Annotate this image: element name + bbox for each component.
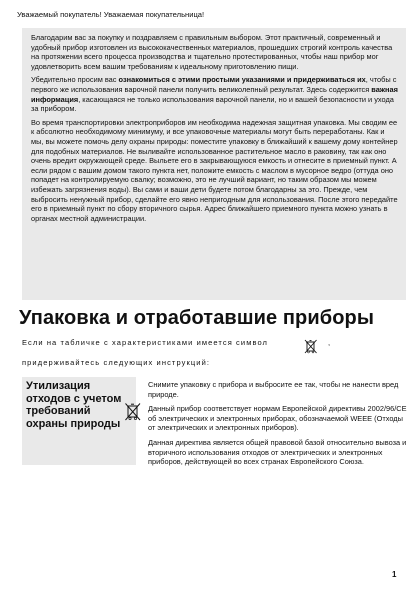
weee-note-comma: , — [328, 338, 332, 347]
page-number: 1 — [392, 570, 397, 579]
instructions-text-a: Убедительно просим вас — [31, 75, 119, 85]
weee-note-line2: придерживайтесь следующих инструкций: — [22, 358, 211, 367]
instructions-text-e: , касающаяся не только использования варочной панели, но и вашей безопасности и ухода за прибором. — [31, 94, 394, 114]
disposal-paragraph-packaging: Снимите упаковку с прибора и выбросите ее так, чтобы не нанести вред природе. — [148, 380, 399, 399]
instructions-emphasis-read: ознакомиться с этими простыми указаниями и придерживаться их — [118, 75, 366, 85]
disposal-instructions — [148, 380, 408, 472]
instructions-text-c: , чтобы с первого же использования варочной панели получить великолепный результат. Здесь содержится — [31, 75, 397, 94]
weee-bin-icon-large — [124, 402, 142, 422]
intro-paragraph-thanks: Благодарим вас за покупку и поздравляем с правильным выбором. Этот практичный, современный и удобный прибор изготовлен из высококачественных материалов, прошедших строгий контроль качества на протяжении всего процесса производства и тщательно протестированных, чтобы наш прибор мог удовлетворить всем вашим требованиям к идеальному приготовлению пищи. — [31, 33, 393, 71]
weee-note-line1 — [22, 338, 268, 347]
intro-paragraph-packaging: Во время транспортировки электроприборов им необходима надежная защитная упаковка. Мы сводим ее к абсолютно необходимому минимуму, и все упаковочные материалы могут быть переработаны. Как и мы, вы можете помочь делу охраны природы: поместите упаковку в ближайший к вашему дому контейнер для подобных материалов. Не выливайте использованное растительное масло в раковину, так как оно очень вредит окружающей среде. Выльете его в закрывающуюся емкость и отнесите в приемный пункт. А если рядом с вашим домом такого пункта нет, положите емкость с маслом в мусорное ведро (оттуда оно попадет на контролируемую свалку; возможно, это не лучший вариант, но таким образом мы можем избежать загрязнения воды). Вы сами и ваши дети будете потом благодарны за это. Прежде, чем выбросить ненужный прибор, сделайте его явно непригодным для использования. После этого передайте его в приемный пункт по сбору вторичного сырья. Адрес ближайшего приемного пункта можно узнать в органах местной администрации. — [31, 117, 398, 223]
weee-note-text: Если на табличке с характеристиками имеется символ — [22, 338, 269, 347]
section-title: Упаковка и отработавшие приборы — [19, 307, 375, 329]
intro-panel — [22, 28, 406, 300]
intro-paragraph-instructions — [31, 75, 398, 113]
disposal-heading-panel — [22, 377, 136, 465]
disposal-paragraph-weee: Данный прибор соответствует нормам Европейской директивы 2002/96/CE об электрических и электронных приборах, обозначаемой WEEE (Отходы от электрических и электронных приборов). — [148, 404, 407, 433]
weee-bin-icon — [304, 339, 318, 355]
disposal-heading: Утилизация отходов с учетом требований охраны природы — [26, 380, 122, 430]
disposal-paragraph-directive: Данная директива является общей правовой базой относительно вывоза и вторичного использования отходов от электрических и электронных приборов, действующей во всех странах Европейского Союза. — [148, 437, 407, 467]
instructions-emphasis-important: важная информация — [31, 84, 398, 104]
greeting-line: Уважаемый покупатель! Уважаемая покупательница! — [17, 10, 205, 19]
